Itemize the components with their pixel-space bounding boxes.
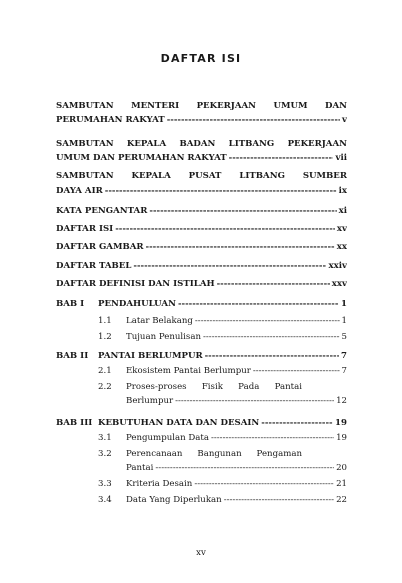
section-entry[interactable]: [98, 365, 347, 377]
section-number: 2.1: [98, 366, 112, 376]
section-entry[interactable]: [98, 494, 347, 506]
section-entry[interactable]: [126, 462, 347, 474]
toc-entry-label: DAFTAR GAMBAR: [56, 242, 144, 252]
section-title: Latar Belakang: [126, 316, 193, 326]
section-title-cont: Berlumpur: [126, 396, 174, 406]
section-number: 1.2: [98, 332, 112, 342]
leader-dots: [178, 298, 339, 310]
leader-dots: [133, 260, 326, 272]
leader-dots: [194, 478, 334, 490]
leader-dots: [261, 417, 333, 429]
leader-dots: [211, 432, 334, 444]
toc-page-number: 21: [336, 479, 347, 489]
chapter-number: BAB I: [56, 299, 85, 309]
chapter-number: BAB III: [56, 418, 93, 428]
leader-dots: [195, 315, 340, 327]
toc-entry[interactable]: [56, 205, 347, 217]
toc-page-number: 20: [336, 463, 347, 473]
leader-dots: [155, 462, 334, 474]
section-entry[interactable]: [98, 478, 347, 490]
section-title: Ekosistem Pantai Berlumpur: [126, 366, 251, 376]
page-number: xv: [196, 548, 206, 558]
chapter-number: BAB II: [56, 351, 89, 361]
toc-entry[interactable]: [56, 241, 347, 253]
leader-dots: [149, 205, 336, 217]
section-title: Proses-proses Fisik Pada Pantai: [126, 382, 302, 392]
section-entry-line1: [98, 381, 347, 393]
toc-entry-label: DAFTAR ISI: [56, 224, 114, 234]
toc-entry-label: PERUMAHAN RAKYAT: [56, 115, 165, 125]
leader-dots: [205, 350, 339, 362]
section-title: Kriteria Desain: [126, 479, 193, 489]
section-number: 3.4: [98, 495, 112, 505]
leader-dots: [115, 223, 335, 235]
section-entry[interactable]: [98, 331, 347, 343]
section-number: 3.2: [98, 449, 112, 459]
toc-page-number: 19: [335, 418, 347, 428]
toc-page-number: ix: [338, 186, 347, 196]
chapter-entry[interactable]: [56, 417, 347, 429]
section-number: 1.1: [98, 316, 112, 326]
section-number: 2.2: [98, 382, 112, 392]
chapter-title: PANTAI BERLUMPUR: [98, 351, 203, 361]
toc-page-number: 7: [341, 366, 347, 376]
toc-page-number: 19: [336, 433, 347, 443]
toc-page-number: 5: [341, 332, 347, 342]
toc-entry-label: DAFTAR DEFINISI DAN ISTILAH: [56, 279, 215, 289]
chapter-title: PENDAHULUAN: [98, 299, 176, 309]
toc-entry[interactable]: [56, 152, 347, 164]
toc-entry-label: DAYA AIR: [56, 186, 103, 196]
toc-entry[interactable]: [56, 260, 347, 272]
toc-page-number: 1: [341, 316, 347, 326]
toc-page-number: xx: [336, 242, 347, 252]
section-entry[interactable]: [98, 315, 347, 327]
toc-page-number: xv: [336, 224, 347, 234]
chapter-entry[interactable]: [56, 350, 347, 362]
section-entry[interactable]: [98, 432, 347, 444]
leader-dots: [167, 114, 340, 126]
leader-dots: [229, 152, 334, 164]
toc-entry-line1: SAMBUTAN KEPALA PUSAT LITBANG SUMBER: [56, 171, 347, 181]
toc-entry[interactable]: [56, 223, 347, 235]
section-title: Perencanaan Bangunan Pengaman: [126, 449, 302, 459]
section-entry-line1: [98, 448, 347, 460]
toc-entry[interactable]: [56, 185, 347, 197]
section-title: Pengumpulan Data: [126, 433, 209, 443]
toc-page-number: 1: [341, 299, 347, 309]
leader-dots: [105, 185, 337, 197]
toc-entry-label: KATA PENGANTAR: [56, 206, 148, 216]
leader-dots: [203, 331, 340, 343]
section-entry[interactable]: [126, 395, 347, 407]
toc-page-number: xxv: [331, 279, 347, 289]
toc-entry-label: DAFTAR TABEL: [56, 261, 132, 271]
leader-dots: [175, 395, 334, 407]
page-title: DAFTAR ISI: [160, 52, 242, 65]
toc-entry-line1: SAMBUTAN KEPALA BADAN LITBANG PEKERJAAN: [56, 139, 347, 149]
leader-dots: [146, 241, 335, 253]
toc-page-number: vii: [335, 153, 347, 163]
toc-entry[interactable]: [56, 114, 347, 126]
section-number: 3.1: [98, 433, 112, 443]
section-title: Data Yang Diperlukan: [126, 495, 222, 505]
toc-entry-label: UMUM DAN PERUMAHAN RAKYAT: [56, 153, 227, 163]
toc-page-number: 12: [336, 396, 347, 406]
toc-page-number: xxiv: [328, 261, 347, 271]
leader-dots: [217, 278, 330, 290]
section-title: Tujuan Penulisan: [126, 332, 201, 342]
section-title-cont: Pantai: [126, 463, 154, 473]
toc-page-number: xi: [338, 206, 347, 216]
toc-page-number: v: [342, 115, 347, 125]
toc-page-number: 7: [341, 351, 347, 361]
chapter-title: KEBUTUHAN DATA DAN DESAIN: [98, 418, 260, 428]
toc-entry[interactable]: [56, 278, 347, 290]
leader-dots: [253, 365, 340, 377]
toc-page-number: 22: [336, 495, 347, 505]
section-number: 3.3: [98, 479, 112, 489]
toc-entry-line1: SAMBUTAN MENTERI PEKERJAAN UMUM DAN: [56, 101, 347, 111]
chapter-entry[interactable]: [56, 298, 347, 310]
leader-dots: [224, 494, 334, 506]
